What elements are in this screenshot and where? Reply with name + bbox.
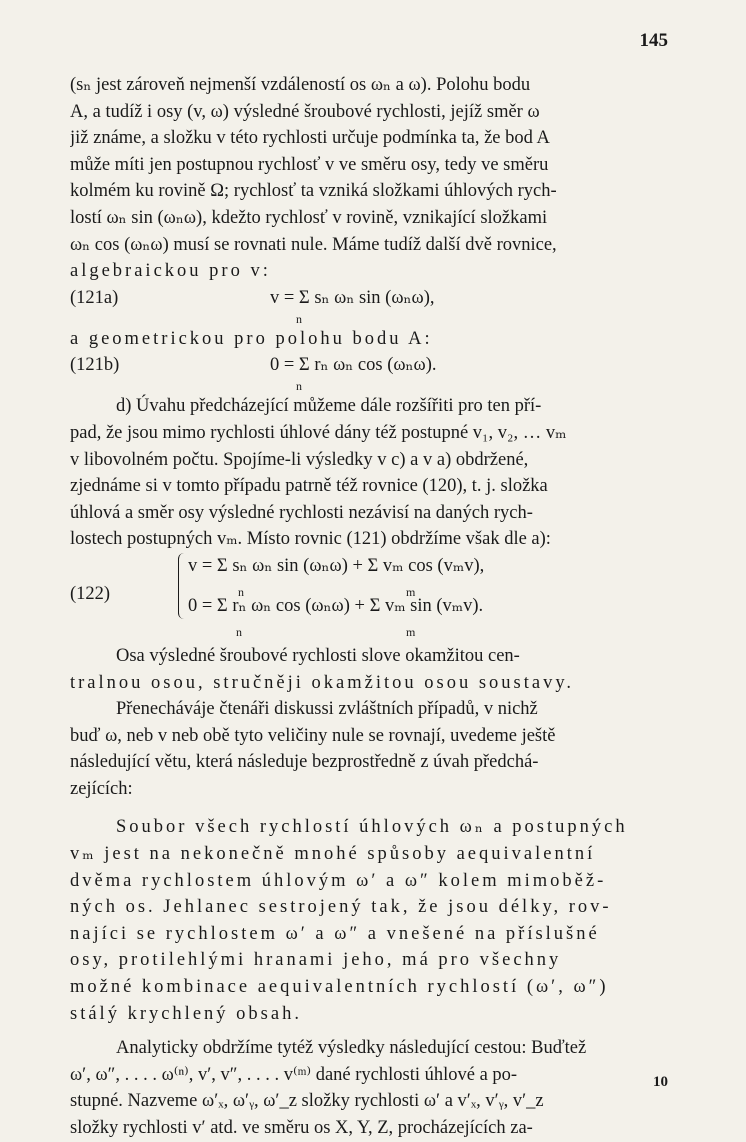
equation-row: 0 = Σ rₙ ωₙ cos (ωₙω) + Σ vₘ sin (vₘv). [188,595,484,616]
theorem-line: dvěma rychlostem úhlovým ω′ a ω″ kolem mimoběž- [70,870,607,891]
theorem-line: najíci se rychlostem ω′ a ω″ a vnešené na příslušné [70,923,600,944]
equation-subscript-row [70,312,670,326]
text-line: pad, že jsou mimo rychlosti úhlové dány též postupné v₁, v₂, … vₘ [70,422,567,443]
equation-row: v = Σ sₙ ωₙ sin (ωₙω) + Σ vₘ cos (vₘv), [188,555,485,576]
theorem-line: stálý krychlený obsah. [70,1003,302,1024]
text-line: Osa výsledné šroubové rychlosti slove okamžitou cen- [116,645,520,666]
equation-number: (121a) [70,287,119,308]
theorem-line: ných os. Jehlanec sestrojený tak, že jsou délky, rov- [70,897,612,918]
text-line: může míti jen postupnou rychlosť v ve směru osy, tedy ve směru [70,154,549,175]
text-line: (sₙ jest zároveň nejmenší vzdáleností os ωₙ a ω). Polohu bodu [70,75,531,95]
text-line: a geometrickou pro polohu bodu A: [70,328,433,349]
text-line: stupné. Nazveme ω′ₓ, ω′ᵧ, ω′_z složky rychlosti ω′ a v′ₓ, v′ᵧ, v′_z [70,1091,544,1112]
text-line: lostech postupných vₘ. Místo rovnic (121) obdržíme však dle a): [70,529,551,550]
equation-expression: v = Σ sₙ ωₙ sin (ωₙω), [270,287,435,308]
sum-index: n [296,311,302,326]
equation-system-122 [70,553,670,643]
sum-index: n [296,379,302,394]
text-line: ωₙ cos (ωₙω) musí se rovnati nule. Máme tudíž další dvě rovnice, [70,234,557,255]
equation-expression: 0 = Σ rₙ ωₙ cos (ωₙω). [270,355,437,376]
sum-index: m [406,624,416,639]
text-line: A, a tudíž i osy (v, ω) výsledné šroubové rychlosti, jejíž směr ω [70,101,540,122]
text-line: lostí ωₙ sin (ωₙω), kdežto rychlosť v rovině, vznikající složkami [70,207,548,228]
brace-symbol [178,553,187,619]
equation-number: (122) [70,583,111,604]
text-line: již známe, a složku v této rychlosti určuje podmínka ta, že bod A [70,128,550,149]
equation-number: (121b) [70,355,120,376]
text-line: v libovolném počtu. Spojíme-li výsledky v c) a v a) obdržené, [70,449,529,470]
sum-index: n [238,584,244,599]
sum-index: n [236,624,242,639]
text-line: složky rychlosti v′ atd. ve směru os X, Y, Z, procházejících za- [70,1118,533,1138]
text-line: následující větu, která následuje bezprostředně z úvah předchá- [70,752,539,773]
page-text [70,72,670,1142]
theorem-line: možné kombinace aequivalentních rychlostí (ω′, ω″) [70,977,609,998]
text-line: Analyticky obdržíme tytéž výsledky následující cestou: Buďtež [116,1038,587,1059]
text-line: kolmém ku rovině Ω; rychlosť ta vzniká složkami úhlových rych- [70,181,557,202]
theorem-line: osy, protilehlými hranami jeho, má pro všechny [70,950,562,971]
text-line: Přenecháváje čtenáři diskussi zvláštních případů, v nichž [116,699,538,720]
sum-index: m [406,584,416,599]
equation-subscript-row [70,379,670,393]
text-line: d) Úvahu předcházející můžeme dále rozšířiti pro ten pří- [116,396,542,417]
signature-mark: 10 [653,1074,668,1090]
equation-121a [70,285,670,312]
text-line: zejících: [70,778,133,799]
text-line: úhlová a směr osy výsledné rychlosti nezávisí na daných rych- [70,502,533,523]
text-line: buď ω, neb v neb obě tyto veličiny nule se rovnají, uvedeme ještě [70,725,556,746]
theorem-line: vₘ jest na nekonečně mnohé spůsoby aequivalentní [70,844,596,865]
page-number: 145 [639,30,668,51]
equation-121b [70,352,670,379]
text-line: tralnou osou, stručněji okamžitou osou soustavy. [70,672,575,693]
text-line: algebraickou pro v: [70,261,271,282]
text-line: zjednáme si v tomto případu patrně též rovnice (120), t. j. složka [70,476,548,497]
theorem-line: Soubor všech rychlostí úhlových ωₙ a postupných [116,817,628,838]
text-line: ω′, ω″, . . . . ω⁽ⁿ⁾, v′, v″, . . . . v⁽ᵐ⁾ dané rychlosti úhlové a po- [70,1064,518,1085]
